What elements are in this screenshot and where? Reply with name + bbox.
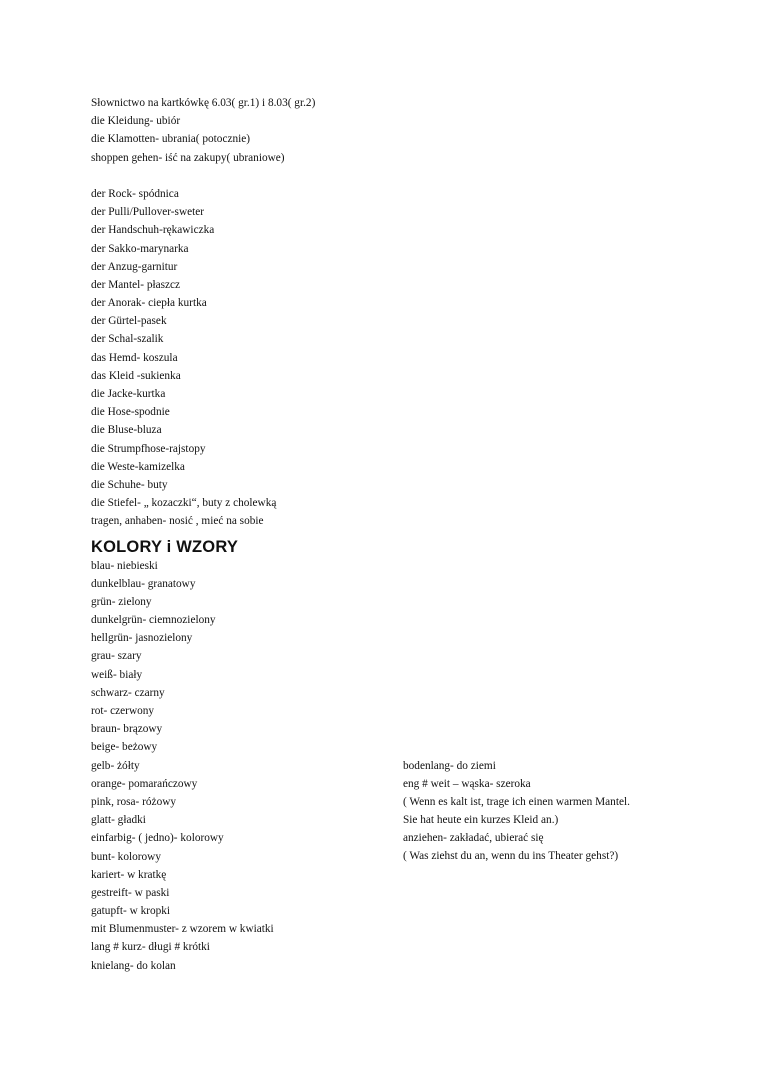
- vocabulary-item: der Rock- spódnica: [91, 187, 179, 200]
- vocabulary-item: gelb- żółty: [91, 759, 140, 772]
- intro-section: [91, 94, 391, 167]
- vocabulary-item: Sie hat heute ein kurzes Kleid an.): [403, 814, 559, 826]
- vocabulary-item: dunkelgrün- ciemnozielony: [91, 614, 216, 627]
- vocabulary-item: weiß- biały: [91, 668, 143, 681]
- vocabulary-item: beige- beżowy: [91, 741, 158, 754]
- vocabulary-item: glatt- gładki: [91, 814, 146, 827]
- vocabulary-item: gestreift- w paski: [91, 886, 170, 899]
- vocabulary-item: mit Blumenmuster- z wzorem w kwiatki: [91, 923, 274, 936]
- vocabulary-item: das Kleid -sukienka: [91, 369, 181, 382]
- vocabulary-item: die Schuhe- buty: [91, 478, 168, 491]
- vocabulary-item: hellgrün- jasnozielony: [91, 632, 193, 645]
- vocabulary-item: blau- niebieski: [91, 559, 158, 572]
- vocabulary-item: der Sakko-marynarka: [91, 242, 189, 255]
- vocabulary-item: kariert- w kratkę: [91, 868, 167, 881]
- vocabulary-item: pink, rosa- różowy: [91, 795, 177, 808]
- colors-vocabulary-list: [91, 557, 391, 975]
- vocabulary-item: braun- brązowy: [91, 723, 163, 736]
- intro-line: die Kleidung- ubiór: [91, 115, 181, 128]
- vocabulary-item: einfarbig- ( jedno)- kolorowy: [91, 832, 224, 845]
- vocabulary-item: die Weste-kamizelka: [91, 460, 185, 473]
- colors-heading: KOLORY i WZORY: [91, 537, 239, 556]
- intro-line: die Klamotten- ubrania( potocznie): [91, 133, 251, 146]
- section-gap: [91, 167, 391, 185]
- vocabulary-item: der Anorak- ciepła kurtka: [91, 297, 207, 310]
- vocabulary-item: schwarz- czarny: [91, 686, 165, 699]
- left-column: [91, 94, 391, 975]
- vocabulary-item: grau- szary: [91, 650, 142, 663]
- vocabulary-item: der Handschuh-rękawiczka: [91, 224, 215, 237]
- vocabulary-item: ( Was ziehst du an, wenn du ins Theater gehst?): [403, 850, 619, 862]
- vocabulary-item: eng # weit – wąska- szeroka: [403, 778, 531, 790]
- intro-line: Słownictwo na kartkówkę 6.03( gr.1) i 8.03( gr.2): [91, 97, 316, 109]
- vocabulary-item: der Pulli/Pullover-sweter: [91, 206, 205, 219]
- clothes-vocabulary-list: [91, 185, 391, 531]
- vocabulary-item: die Strumpfhose-rajstopy: [91, 442, 206, 455]
- vocabulary-item: lang # kurz- długi # krótki: [91, 941, 210, 954]
- vocabulary-item: ( Wenn es kalt ist, trage ich einen warmen Mantel.: [403, 796, 630, 808]
- vocabulary-item: die Hose-spodnie: [91, 406, 170, 419]
- vocabulary-item: rot- czerwony: [91, 705, 155, 717]
- vocabulary-item: orange- pomarańczowy: [91, 777, 198, 790]
- vocabulary-item: die Bluse-bluza: [91, 424, 162, 437]
- vocabulary-item: dunkelblau- granatowy: [91, 577, 196, 590]
- vocabulary-item: der Schal-szalik: [91, 333, 164, 346]
- vocabulary-item: bodenlang- do ziemi: [403, 760, 496, 772]
- vocabulary-item: anziehen- zakładać, ubierać się: [403, 832, 544, 844]
- vocabulary-item: bunt- kolorowy: [91, 850, 161, 863]
- vocabulary-item: knielang- do kolan: [91, 959, 176, 972]
- vocabulary-item: der Anzug-garnitur: [91, 260, 178, 273]
- vocabulary-item: die Stiefel- „ kozaczki“, buty z cholewką: [91, 497, 277, 510]
- right-column: [403, 757, 733, 865]
- vocabulary-item: die Jacke-kurtka: [91, 388, 166, 400]
- vocabulary-item: der Mantel- płaszcz: [91, 278, 181, 291]
- right-vocabulary-list: [403, 757, 733, 865]
- vocabulary-item: tragen, anhaben- nosić , mieć na sobie: [91, 515, 264, 528]
- intro-line: shoppen gehen- iść na zakupy( ubraniowe): [91, 151, 285, 164]
- vocabulary-item: gatupft- w kropki: [91, 905, 171, 918]
- vocabulary-item: grün- zielony: [91, 595, 152, 608]
- vocabulary-item: das Hemd- koszula: [91, 351, 178, 364]
- vocabulary-item: der Gürtel-pasek: [91, 315, 167, 328]
